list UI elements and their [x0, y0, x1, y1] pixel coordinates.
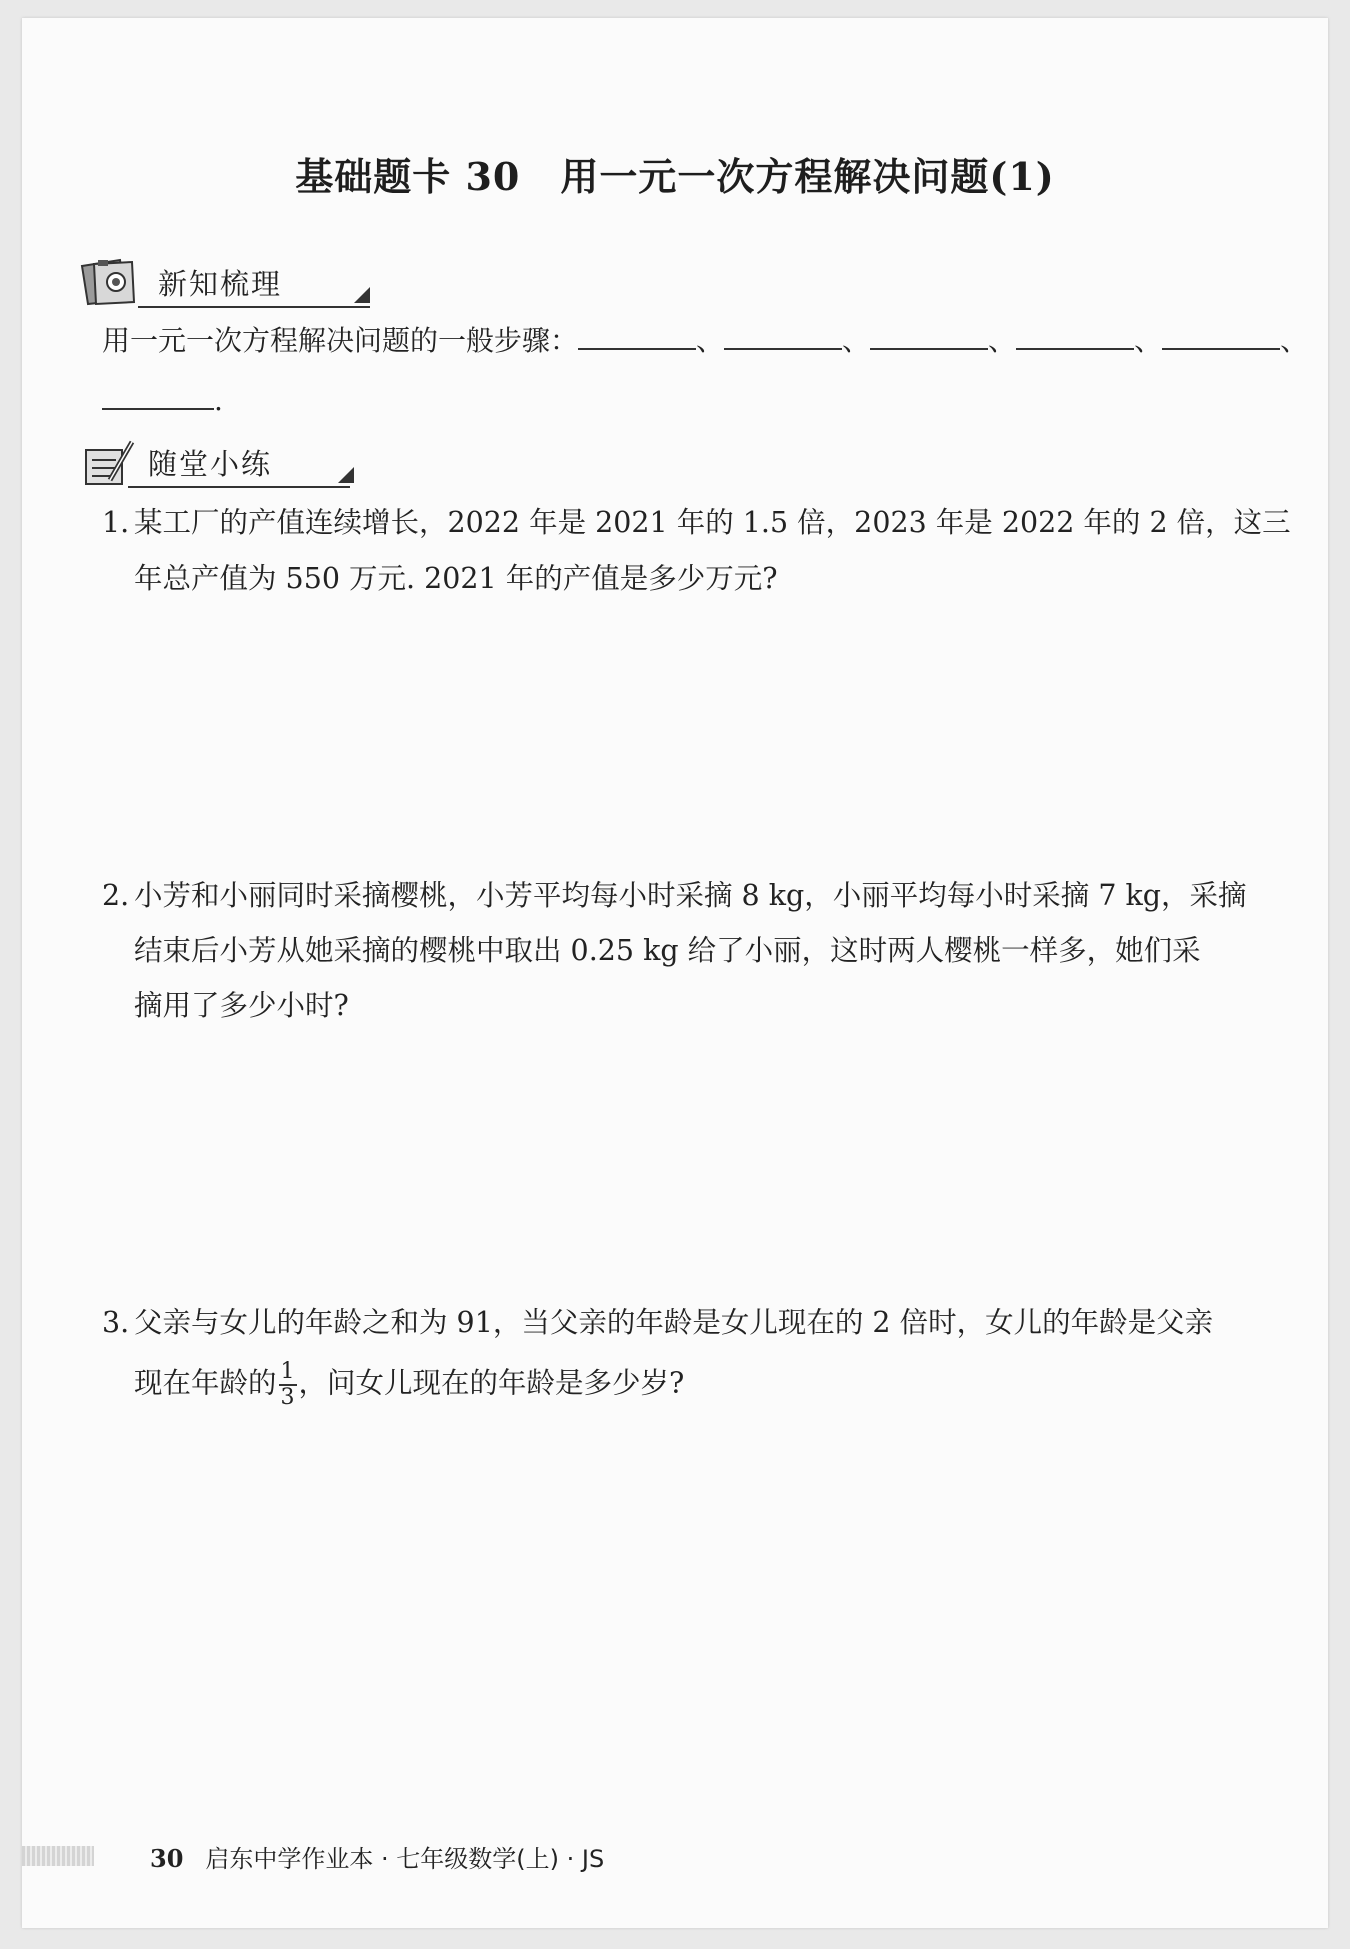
answer-blank-2[interactable] [724, 322, 842, 350]
question-number: 1. [102, 506, 130, 539]
question-text: 结束后小芳从她采摘的樱桃中取出 0.25 kg 给了小丽，这时两人樱桃一样多，她们采 [134, 934, 1201, 967]
question-text: 某工厂的产值连续增长，2022 年是 2021 年的 1.5 倍，2023 年是 2022 年的 2 倍，这三 [134, 506, 1291, 539]
period: . [214, 384, 223, 417]
page-title [22, 146, 1328, 201]
question-text: ，问女儿现在的年龄是多少岁? [298, 1366, 685, 1400]
answer-blank-3[interactable] [870, 322, 988, 350]
pen-notebook-icon [80, 436, 140, 488]
worksheet-page [22, 18, 1328, 1928]
fraction-numerator: 1 [280, 1359, 295, 1384]
question-2-line-3 [102, 983, 349, 1024]
section-header-practice [80, 436, 370, 488]
answer-blank-5[interactable] [1162, 322, 1280, 350]
question-1-line-2 [102, 556, 778, 597]
footer-decoration [22, 1846, 94, 1866]
section-arrow-icon [338, 467, 354, 483]
separator: 、 [696, 324, 725, 357]
notebook-camera-icon [80, 256, 156, 308]
question-text: 父亲与女儿的年龄之和为 91，当父亲的年龄是女儿现在的 2 倍时，女儿的年龄是父亲 [134, 1306, 1214, 1339]
page-footer [150, 1839, 604, 1874]
steps-second-line [102, 381, 223, 421]
title-topic: 用一元一次方程解决问题(1) [560, 154, 1055, 199]
section-arrow-icon [354, 287, 370, 303]
question-3-line-2 [102, 1360, 684, 1410]
section-underline [128, 486, 350, 488]
steps-prompt-line [102, 321, 1308, 361]
book-title: 启东中学作业本 · 七年级数学(上) · JS [205, 1845, 605, 1873]
question-text: 摘用了多少小时? [134, 989, 349, 1022]
separator: 、 [842, 324, 871, 357]
answer-blank-6[interactable] [102, 382, 214, 410]
question-text: 现在年龄的 [134, 1366, 277, 1400]
steps-prompt: 用一元一次方程解决问题的一般步骤： [102, 324, 579, 357]
answer-blank-4[interactable] [1016, 322, 1134, 350]
separator: 、 [1134, 324, 1163, 357]
separator: 、 [1280, 324, 1309, 357]
question-text: 小芳和小丽同时采摘樱桃，小芳平均每小时采摘 8 kg，小丽平均每小时采摘 7 kg，采摘 [134, 879, 1247, 912]
page-number: 30 [150, 1844, 184, 1873]
section-label: 新知梳理 [158, 267, 283, 301]
question-2-line-1 [102, 873, 1247, 914]
question-3-line-1 [102, 1300, 1213, 1341]
fraction-one-third [279, 1360, 297, 1410]
question-text: 年总产值为 550 万元. 2021 年的产值是多少万元? [134, 562, 778, 595]
question-1-line-1 [102, 500, 1291, 541]
section-underline [138, 306, 370, 308]
question-2-line-2 [102, 928, 1201, 969]
title-card-number: 基础题卡 30 [295, 154, 521, 199]
question-number: 2. [102, 879, 130, 912]
section-label: 随堂小练 [148, 447, 273, 481]
fraction-denominator: 3 [280, 1385, 295, 1410]
answer-blank-1[interactable] [578, 322, 696, 350]
section-header-new-knowledge [80, 256, 370, 308]
separator: 、 [988, 324, 1017, 357]
question-number: 3. [102, 1306, 130, 1339]
